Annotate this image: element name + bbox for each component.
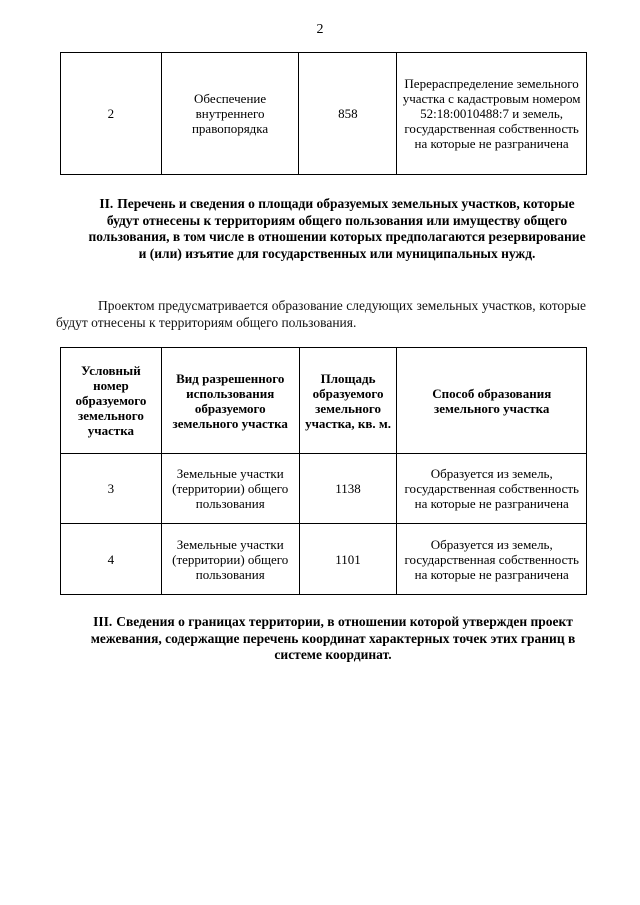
cell-method: Образуется из земель, государственная собственность на которые не разграничена bbox=[397, 524, 587, 595]
cell-use: Обеспечение внутреннего правопорядка bbox=[161, 53, 299, 175]
table-row bbox=[61, 53, 587, 175]
cell-num: 4 bbox=[61, 524, 162, 595]
cell-area: 1138 bbox=[299, 454, 397, 524]
section-number: II. bbox=[99, 196, 114, 211]
body-paragraph: Проектом предусматривается образование следующих земельных участков, которые будут отнесены к территориям общего пользования. bbox=[56, 298, 586, 330]
table-header-row bbox=[61, 348, 587, 454]
header-area: Площадь образуемого земельного участка, кв. м. bbox=[299, 348, 397, 454]
cell-num: 3 bbox=[61, 454, 162, 524]
cell-method: Перераспределение земельного участка с кадастровым номером 52:18:0010488:7 и земель, государственная собственность на которые не разграничена bbox=[397, 53, 587, 175]
table-row bbox=[61, 524, 587, 595]
cell-use: Земельные участки (территории) общего пользования bbox=[161, 524, 299, 595]
page-number: 2 bbox=[316, 22, 324, 37]
section-title: Перечень и сведения о площади образуемых земельных участков, которые будут отнесены к территориям общего пользования или имуществу общего пользования, в том числе в отношении которых предполагаются резервирование и (или) изъятие для государственных или муниципальных нужд. bbox=[88, 196, 586, 261]
section-title: Сведения о границах территории, в отношении которой утвержден проект межевания, содержащие перечень координат характерных точек этих границ в системе координат. bbox=[90, 614, 576, 662]
cell-method: Образуется из земель, государственная собственность на которые не разграничена bbox=[397, 454, 587, 524]
table-continued bbox=[60, 52, 587, 175]
section-3-heading bbox=[76, 614, 590, 664]
table-row bbox=[61, 454, 587, 524]
cell-area: 858 bbox=[299, 53, 397, 175]
header-num: Условный номер образуемого земельного участка bbox=[61, 348, 162, 454]
header-use: Вид разрешенного использования образуемого земельного участка bbox=[161, 348, 299, 454]
section-number: III. bbox=[93, 614, 113, 629]
cell-use: Земельные участки (территории) общего пользования bbox=[161, 454, 299, 524]
table-plots bbox=[60, 347, 587, 595]
header-method: Способ образования земельного участка bbox=[397, 348, 587, 454]
cell-num: 2 bbox=[61, 53, 162, 175]
section-2-heading bbox=[86, 196, 588, 262]
cell-area: 1101 bbox=[299, 524, 397, 595]
